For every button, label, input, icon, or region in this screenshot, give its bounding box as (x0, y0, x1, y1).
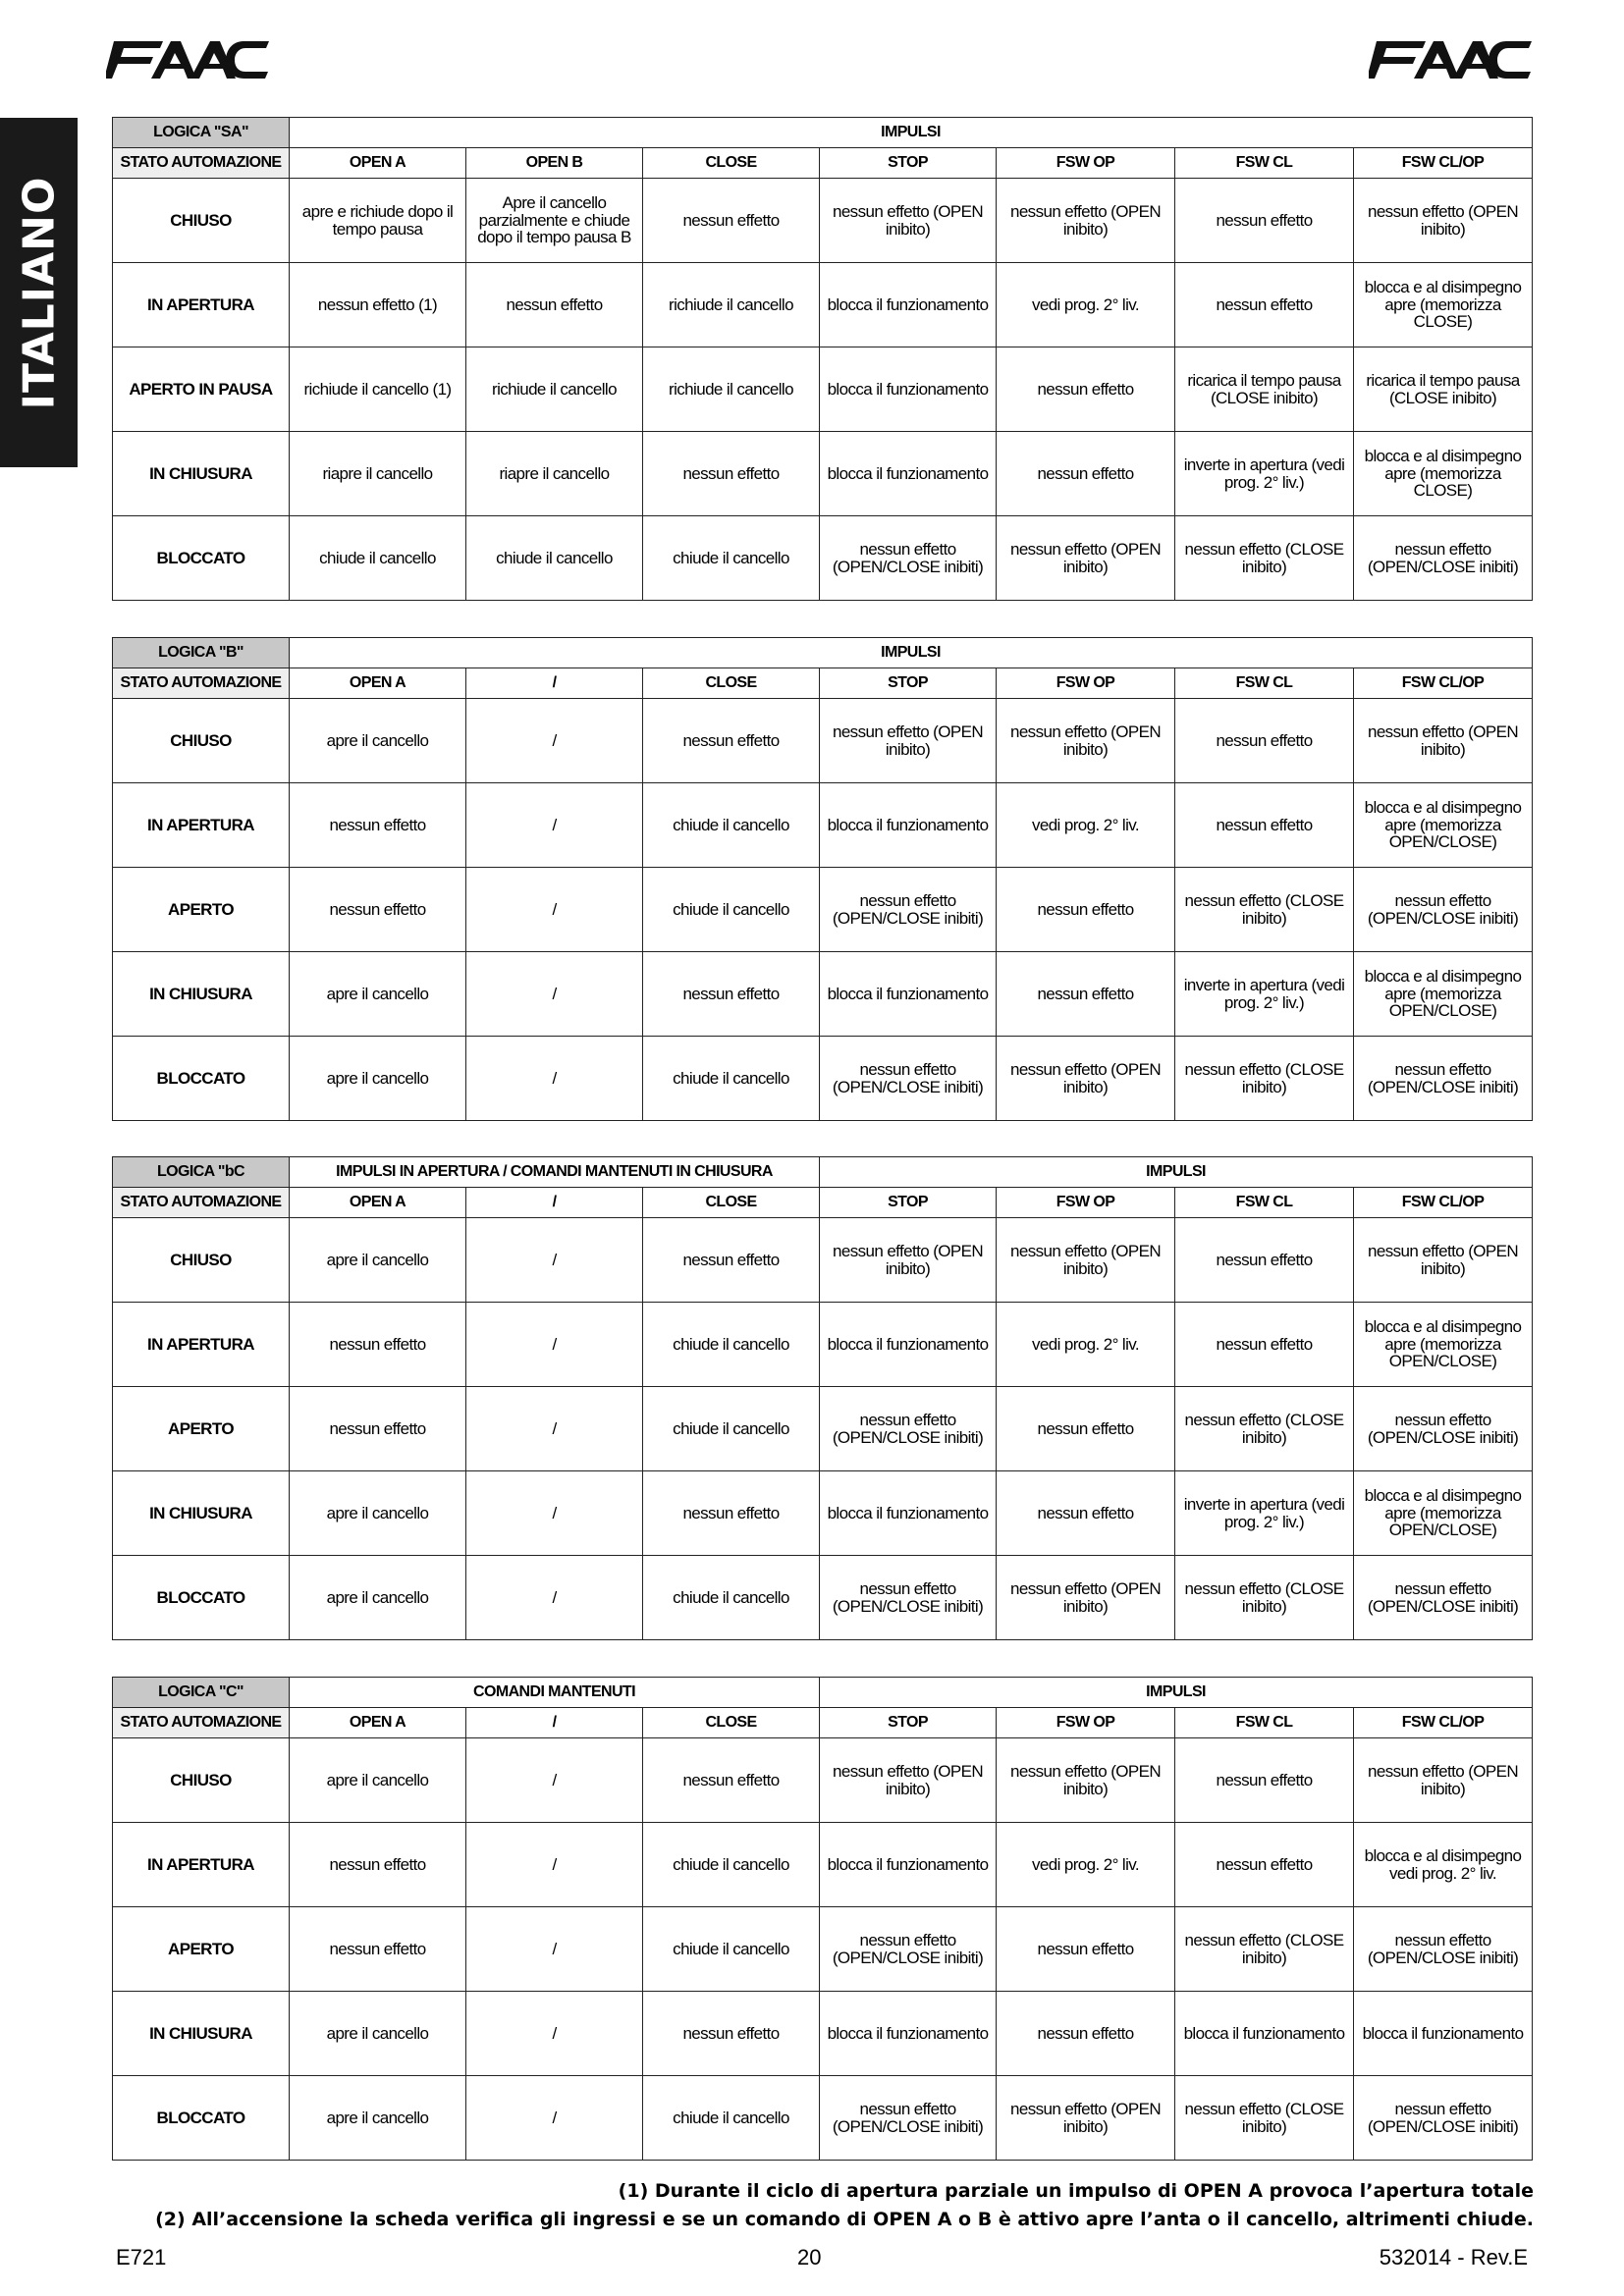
table-cell: vedi prog. 2° liv. (997, 783, 1175, 868)
table-cell: apre il cancello (290, 952, 466, 1037)
table-cell: apre il cancello (290, 1992, 466, 2076)
column-header: / (466, 1188, 643, 1218)
table-group-header-row (113, 638, 1533, 668)
table-cell: nessun effetto (OPEN/CLOSE inibiti) (1354, 868, 1533, 952)
table-cell: apre il cancello (290, 1471, 466, 1556)
table-cell: nessun effetto (1175, 699, 1354, 783)
table-cell: nessun effetto (1175, 1303, 1354, 1387)
column-header: OPEN A (290, 148, 466, 179)
table-cell: nessun effetto (OPEN/CLOSE inibiti) (1354, 2076, 1533, 2161)
table-cell: blocca e al disimpegno apre (memorizza OPEN/CLOSE) (1354, 952, 1533, 1037)
table-cell: / (466, 1823, 643, 1907)
table-cell: / (466, 1907, 643, 1992)
row-state: APERTO (113, 1387, 290, 1471)
table-cell: / (466, 1303, 643, 1387)
table-cell: nessun effetto (OPEN/CLOSE inibiti) (820, 1387, 997, 1471)
table-cell: nessun effetto (997, 952, 1175, 1037)
doc-code: E721 (116, 2245, 167, 2269)
footnote-1: (1) Durante il ciclo di apertura parziale un impulso di OPEN A provoca l’apertura totale (618, 2180, 1534, 2202)
column-header: FSW OP (997, 1708, 1175, 1738)
table-cell: nessun effetto (OPEN/CLOSE inibiti) (820, 868, 997, 952)
table-cell: nessun effetto (OPEN inibito) (1354, 699, 1533, 783)
row-state: BLOCCATO (113, 1556, 290, 1640)
table-column-header-row (113, 668, 1533, 699)
table-cell: blocca il funzionamento (820, 1303, 997, 1387)
table-cell: blocca il funzionamento (820, 432, 997, 516)
language-label: ITALIANO (14, 176, 64, 409)
table-cell: nessun effetto (643, 952, 820, 1037)
row-state: BLOCCATO (113, 516, 290, 601)
table-cell: chiude il cancello (643, 1823, 820, 1907)
logic-table-sa (112, 117, 1533, 601)
table-cell: nessun effetto (997, 868, 1175, 952)
table-row (113, 1471, 1533, 1556)
table-cell: ricarica il tempo pausa (CLOSE inibito) (1354, 347, 1533, 432)
table-cell: / (466, 2076, 643, 2161)
impulse-group-header: IMPULSI (820, 1157, 1533, 1188)
table-cell: nessun effetto (OPEN/CLOSE inibiti) (1354, 1556, 1533, 1640)
table-cell: nessun effetto (290, 1823, 466, 1907)
table-cell: nessun effetto (997, 1907, 1175, 1992)
column-header: OPEN A (290, 1188, 466, 1218)
table-cell: nessun effetto (OPEN/CLOSE inibiti) (820, 1556, 997, 1640)
table-cell: vedi prog. 2° liv. (997, 1823, 1175, 1907)
logic-name: LOGICA "B" (113, 638, 290, 668)
table-cell: nessun effetto (997, 432, 1175, 516)
column-header: / (466, 668, 643, 699)
column-header: OPEN A (290, 668, 466, 699)
impulse-group-header: IMPULSI (290, 118, 1533, 148)
impulse-group-header: IMPULSI (290, 638, 1533, 668)
table-cell: blocca il funzionamento (820, 783, 997, 868)
table-cell: nessun effetto (OPEN/CLOSE inibiti) (820, 1037, 997, 1121)
row-state: IN APERTURA (113, 1303, 290, 1387)
column-header: FSW CL (1175, 1708, 1354, 1738)
row-state: IN CHIUSURA (113, 1471, 290, 1556)
table-cell: nessun effetto (OPEN inibito) (1354, 1218, 1533, 1303)
table-row (113, 952, 1533, 1037)
table-row (113, 1037, 1533, 1121)
column-header: STOP (820, 668, 997, 699)
impulse-group-header: COMANDI MANTENUTI (290, 1678, 820, 1708)
table-cell: nessun effetto (1) (290, 263, 466, 347)
table-cell: chiude il cancello (643, 783, 820, 868)
table-cell: nessun effetto (643, 1992, 820, 2076)
table-cell: chiude il cancello (643, 1907, 820, 1992)
table-cell: / (466, 1556, 643, 1640)
faac-logo (1369, 37, 1534, 80)
table-column-header-row (113, 1708, 1533, 1738)
table-cell: nessun effetto (OPEN inibito) (997, 1738, 1175, 1823)
table-cell: nessun effetto (CLOSE inibito) (1175, 516, 1354, 601)
table-cell: chiude il cancello (643, 868, 820, 952)
table-cell: chiude il cancello (643, 516, 820, 601)
logic-table-bc (112, 1156, 1533, 1640)
table-cell: apre il cancello (290, 1738, 466, 1823)
state-column-header: STATO AUTOMAZIONE (113, 668, 290, 699)
table-cell: / (466, 868, 643, 952)
table-cell: blocca e al disimpegno apre (memorizza OPEN/CLOSE) (1354, 1471, 1533, 1556)
row-state: IN CHIUSURA (113, 1992, 290, 2076)
table-cell: nessun effetto (OPEN inibito) (997, 516, 1175, 601)
table-cell: nessun effetto (1175, 179, 1354, 263)
row-state: IN APERTURA (113, 263, 290, 347)
row-state: CHIUSO (113, 179, 290, 263)
table-cell: chiude il cancello (643, 1556, 820, 1640)
table-row (113, 1823, 1533, 1907)
table-cell: nessun effetto (OPEN inibito) (997, 699, 1175, 783)
table-cell: nessun effetto (CLOSE inibito) (1175, 2076, 1354, 2161)
row-state: BLOCCATO (113, 2076, 290, 2161)
column-header: STOP (820, 148, 997, 179)
table-cell: nessun effetto (643, 1738, 820, 1823)
table-cell: nessun effetto (OPEN inibito) (997, 1556, 1175, 1640)
table-cell: chiude il cancello (643, 1037, 820, 1121)
column-header: FSW OP (997, 148, 1175, 179)
row-state: IN APERTURA (113, 1823, 290, 1907)
table-cell: chiude il cancello (643, 1387, 820, 1471)
table-cell: / (466, 952, 643, 1037)
table-cell: chiude il cancello (290, 516, 466, 601)
table-cell: / (466, 1037, 643, 1121)
table-cell: richiude il cancello (643, 347, 820, 432)
row-state: CHIUSO (113, 1218, 290, 1303)
table-cell: inverte in apertura (vedi prog. 2° liv.) (1175, 952, 1354, 1037)
table-cell: nessun effetto (OPEN inibito) (820, 1738, 997, 1823)
table-cell: / (466, 783, 643, 868)
table-cell: inverte in apertura (vedi prog. 2° liv.) (1175, 432, 1354, 516)
table-cell: chiude il cancello (643, 1303, 820, 1387)
page-number: 20 (797, 2245, 822, 2269)
column-header: FSW CL/OP (1354, 1708, 1533, 1738)
table-cell: nessun effetto (290, 1387, 466, 1471)
table-cell: blocca il funzionamento (820, 263, 997, 347)
table-cell: blocca e al disimpegno apre (memorizza OPEN/CLOSE) (1354, 783, 1533, 868)
table-row (113, 1218, 1533, 1303)
logic-name: LOGICA "C" (113, 1678, 290, 1708)
table-cell: nessun effetto (OPEN inibito) (997, 1037, 1175, 1121)
table-cell: blocca il funzionamento (820, 1471, 997, 1556)
row-state: IN CHIUSURA (113, 952, 290, 1037)
table-cell: nessun effetto (OPEN/CLOSE inibiti) (1354, 1907, 1533, 1992)
table-cell: nessun effetto (1175, 783, 1354, 868)
table-cell: nessun effetto (466, 263, 643, 347)
table-cell: nessun effetto (OPEN/CLOSE inibiti) (1354, 1387, 1533, 1471)
table-cell: / (466, 1738, 643, 1823)
table-cell: nessun effetto (OPEN/CLOSE inibiti) (1354, 1037, 1533, 1121)
table-cell: blocca e al disimpegno apre (memorizza CLOSE) (1354, 432, 1533, 516)
table-cell: nessun effetto (OPEN inibito) (997, 2076, 1175, 2161)
table-cell: chiude il cancello (466, 516, 643, 601)
language-tab (0, 118, 78, 467)
table-cell: nessun effetto (CLOSE inibito) (1175, 1907, 1354, 1992)
table-row (113, 1907, 1533, 1992)
table-cell: nessun effetto (CLOSE inibito) (1175, 868, 1354, 952)
table-cell: chiude il cancello (643, 2076, 820, 2161)
table-cell: / (466, 1387, 643, 1471)
table-cell: nessun effetto (OPEN/CLOSE inibiti) (820, 2076, 997, 2161)
table-cell: nessun effetto (643, 699, 820, 783)
revision: 532014 - Rev.E (1379, 2245, 1528, 2269)
table-cell: nessun effetto (643, 179, 820, 263)
table-cell: apre e richiude dopo il tempo pausa (290, 179, 466, 263)
table-cell: blocca il funzionamento (820, 1823, 997, 1907)
table-row (113, 783, 1533, 868)
table-row (113, 179, 1533, 263)
table-cell: nessun effetto (997, 1471, 1175, 1556)
state-column-header: STATO AUTOMAZIONE (113, 1708, 290, 1738)
column-header: STOP (820, 1708, 997, 1738)
table-cell: nessun effetto (1175, 1738, 1354, 1823)
footnotes (155, 2177, 1534, 2234)
table-cell: nessun effetto (CLOSE inibito) (1175, 1037, 1354, 1121)
column-header: FSW CL (1175, 1188, 1354, 1218)
row-state: IN CHIUSURA (113, 432, 290, 516)
column-header: FSW CL (1175, 148, 1354, 179)
table-cell: blocca e al disimpegno vedi prog. 2° liv. (1354, 1823, 1533, 1907)
column-header: FSW CL/OP (1354, 1188, 1533, 1218)
table-cell: blocca il funzionamento (820, 347, 997, 432)
table-cell: nessun effetto (OPEN inibito) (820, 699, 997, 783)
table-column-header-row (113, 148, 1533, 179)
table-cell: nessun effetto (290, 783, 466, 868)
table-cell: nessun effetto (997, 1992, 1175, 2076)
table-cell: nessun effetto (1175, 1823, 1354, 1907)
row-state: APERTO (113, 1907, 290, 1992)
table-cell: nessun effetto (1175, 263, 1354, 347)
table-cell: nessun effetto (CLOSE inibito) (1175, 1387, 1354, 1471)
column-header: CLOSE (643, 1708, 820, 1738)
column-header: FSW OP (997, 1188, 1175, 1218)
table-row (113, 347, 1533, 432)
table-cell: nessun effetto (643, 432, 820, 516)
table-cell: nessun effetto (OPEN inibito) (997, 1218, 1175, 1303)
table-cell: apre il cancello (290, 1556, 466, 1640)
table-row (113, 1303, 1533, 1387)
table-cell: vedi prog. 2° liv. (997, 1303, 1175, 1387)
table-cell: riapre il cancello (466, 432, 643, 516)
table-row (113, 263, 1533, 347)
column-header: OPEN A (290, 1708, 466, 1738)
logic-name: LOGICA "SA" (113, 118, 290, 148)
table-cell: Apre il cancello parzialmente e chiude dopo il tempo pausa B (466, 179, 643, 263)
impulse-group-header: IMPULSI IN APERTURA / COMANDI MANTENUTI IN CHIUSURA (290, 1157, 820, 1188)
column-header: STOP (820, 1188, 997, 1218)
table-cell: blocca il funzionamento (1175, 1992, 1354, 2076)
table-row (113, 1738, 1533, 1823)
state-column-header: STATO AUTOMAZIONE (113, 1188, 290, 1218)
table-cell: richiude il cancello (466, 347, 643, 432)
logic-table-c (112, 1677, 1533, 2161)
table-cell: nessun effetto (OPEN inibito) (997, 179, 1175, 263)
row-state: CHIUSO (113, 699, 290, 783)
row-state: APERTO IN PAUSA (113, 347, 290, 432)
table-cell: blocca il funzionamento (1354, 1992, 1533, 2076)
table-cell: / (466, 1471, 643, 1556)
table-row (113, 516, 1533, 601)
column-header: FSW OP (997, 668, 1175, 699)
table-row (113, 2076, 1533, 2161)
table-cell: richiude il cancello (643, 263, 820, 347)
table-cell: nessun effetto (CLOSE inibito) (1175, 1556, 1354, 1640)
column-header: / (466, 1708, 643, 1738)
table-row (113, 699, 1533, 783)
table-cell: apre il cancello (290, 2076, 466, 2161)
table-group-header-row (113, 1157, 1533, 1188)
table-cell: blocca e al disimpegno apre (memorizza OPEN/CLOSE) (1354, 1303, 1533, 1387)
table-cell: blocca il funzionamento (820, 952, 997, 1037)
table-group-header-row (113, 118, 1533, 148)
state-column-header: STATO AUTOMAZIONE (113, 148, 290, 179)
logic-table-b (112, 637, 1533, 1121)
column-header: FSW CL (1175, 668, 1354, 699)
table-cell: nessun effetto (290, 1907, 466, 1992)
table-cell: nessun effetto (OPEN/CLOSE inibiti) (820, 516, 997, 601)
table-column-header-row (113, 1188, 1533, 1218)
row-state: IN APERTURA (113, 783, 290, 868)
table-cell: nessun effetto (290, 1303, 466, 1387)
table-cell: ricarica il tempo pausa (CLOSE inibito) (1175, 347, 1354, 432)
table-cell: / (466, 699, 643, 783)
table-cell: richiude il cancello (1) (290, 347, 466, 432)
table-row (113, 1556, 1533, 1640)
column-header: FSW CL/OP (1354, 668, 1533, 699)
table-cell: inverte in apertura (vedi prog. 2° liv.) (1175, 1471, 1354, 1556)
table-cell: nessun effetto (OPEN inibito) (820, 179, 997, 263)
table-cell: vedi prog. 2° liv. (997, 263, 1175, 347)
table-cell: / (466, 1218, 643, 1303)
table-cell: blocca il funzionamento (820, 1992, 997, 2076)
table-cell: nessun effetto (997, 1387, 1175, 1471)
logic-name: LOGICA "bC (113, 1157, 290, 1188)
table-cell: nessun effetto (643, 1471, 820, 1556)
table-cell: nessun effetto (OPEN inibito) (820, 1218, 997, 1303)
column-header: CLOSE (643, 1188, 820, 1218)
table-cell: nessun effetto (OPEN inibito) (1354, 1738, 1533, 1823)
table-cell: / (466, 1992, 643, 2076)
table-cell: nessun effetto (643, 1218, 820, 1303)
table-group-header-row (113, 1678, 1533, 1708)
faac-logo (106, 37, 271, 80)
table-cell: nessun effetto (OPEN/CLOSE inibiti) (820, 1907, 997, 1992)
table-row (113, 1387, 1533, 1471)
table-cell: nessun effetto (OPEN/CLOSE inibiti) (1354, 516, 1533, 601)
table-cell: nessun effetto (997, 347, 1175, 432)
table-cell: nessun effetto (1175, 1218, 1354, 1303)
column-header: CLOSE (643, 148, 820, 179)
row-state: CHIUSO (113, 1738, 290, 1823)
table-cell: nessun effetto (290, 868, 466, 952)
column-header: CLOSE (643, 668, 820, 699)
table-cell: nessun effetto (OPEN inibito) (1354, 179, 1533, 263)
table-cell: riapre il cancello (290, 432, 466, 516)
column-header: FSW CL/OP (1354, 148, 1533, 179)
table-cell: blocca e al disimpegno apre (memorizza CLOSE) (1354, 263, 1533, 347)
table-cell: apre il cancello (290, 1037, 466, 1121)
impulse-group-header: IMPULSI (820, 1678, 1533, 1708)
table-row (113, 1992, 1533, 2076)
row-state: BLOCCATO (113, 1037, 290, 1121)
table-row (113, 432, 1533, 516)
table-cell: apre il cancello (290, 1218, 466, 1303)
table-row (113, 868, 1533, 952)
footnote-2: (2) All’accensione la scheda verifica gli ingressi e se un comando di OPEN A o B è attivo apre l’anta o il cancello, altrimenti chiude. (155, 2209, 1534, 2230)
row-state: APERTO (113, 868, 290, 952)
table-cell: apre il cancello (290, 699, 466, 783)
column-header: OPEN B (466, 148, 643, 179)
